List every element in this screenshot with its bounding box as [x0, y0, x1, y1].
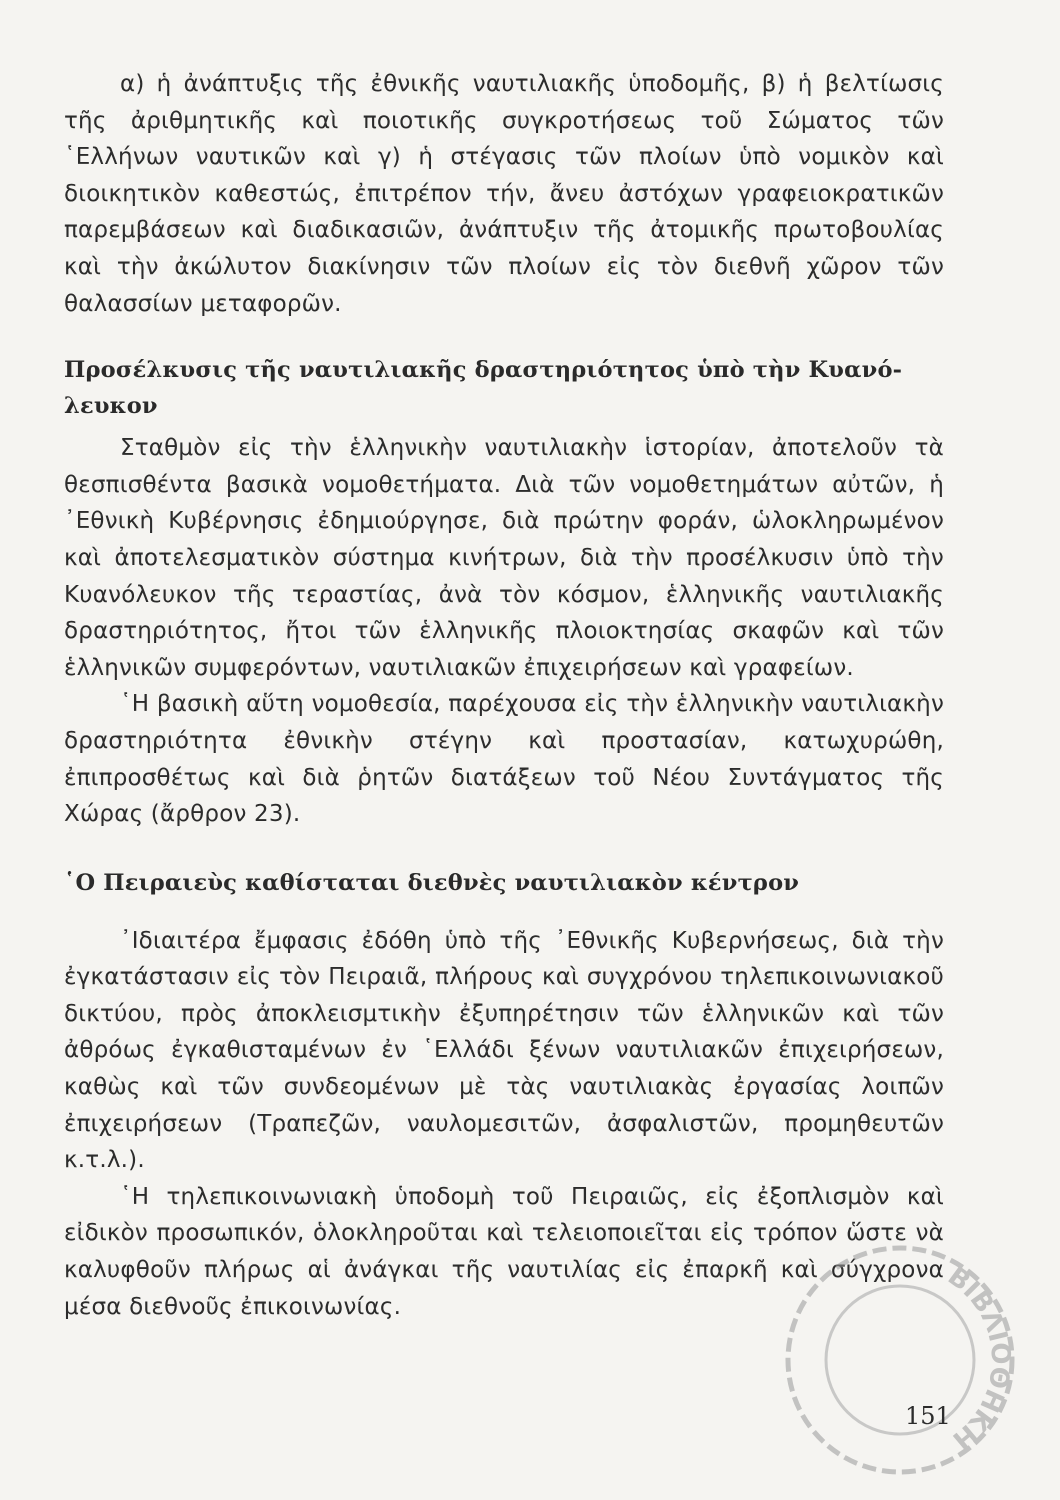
page-body	[64, 66, 944, 1325]
section-heading-piraeus: ῾Ο Πειραιεὺς καθίσταται διεθνὲς ναυτιλιακὸν κέντρον	[64, 869, 800, 896]
section1-paragraph-1: Σταθμὸν εἰς τὴν ἑλληνικὴν ναυτιλιακὴν ἱστορίαν, ἀποτελοῦν τὰ θεσπισθέντα βασικὰ νομοθετήματα. Διὰ τῶν νομοθετημάτων αὐτῶν, ἡ ᾿Εθνικὴ Κυβέρνησις ἐδημιούργησε, διὰ πρώτην φοράν, ὡλοκληρωμένον καὶ ἀποτελεσματικὸν σύστημα κινήτρων, διὰ τὴν προσέλκυσιν ὑπὸ τὴν Κυανόλευκον τῆς τεραστίας, ἀνὰ τὸν κόσμον, ἑλληνικῆς ναυτιλιακῆς δραστηριότητος, ἤτοι τῶν ἑλληνικῆς πλοιοκτησίας σκαφῶν καὶ τῶν ἑλληνικῶν συμφερόντων, ναυτιλιακῶν ἐπιχειρήσεων καὶ γραφείων.	[64, 435, 944, 681]
section2-paragraph-2: ῾Η τηλεπικοινωνιακὴ ὑποδομὴ τοῦ Πειραιῶς, εἰς ἐξοπλισμὸν καὶ εἰδικὸν προσωπικόν, ὁλοκληροῦται καὶ τελειοποιεῖται εἰς τρόπον ὥστε νὰ καλυφθοῦν πλήρως αἱ ἀνάγκαι τῆς ναυτιλίας εἰς ἐπαρκῆ καὶ σύγχρονα μέσα διεθνοῦς ἐπικοινωνίας.	[64, 1183, 944, 1320]
section2-paragraph-1: ᾿Ιδιαιτέρα ἔμφασις ἐδόθη ὑπὸ τῆς ᾿Εθνικῆς Κυβερνήσεως, διὰ τὴν ἐγκατάστασιν εἰς τὸν Πειραιᾶ, πλήρους καὶ συγχρόνου τηλεπικοινωνιακοῦ δικτύου, πρὸς ἀποκλεισμτικὴν ἐξυπηρέτησιν τῶν ἑλληνικῶν καὶ τῶν ἀθρόως ἐγκαθισταμένων ἐν ῾Ελλάδι ξένων ναυτιλιακῶν ἐπιχειρήσεων, καθὼς καὶ τῶν συνδεομένων μὲ τὰς ναυτιλιακὰς ἐργασίας λοιπῶν ἐπιχειρήσεων (Τραπεζῶν, ναυλομεσιτῶν, ἀσφαλιστῶν, προμηθευτῶν κ.τ.λ.).	[64, 927, 944, 1174]
page-number: 151	[905, 1402, 951, 1430]
section1-paragraph-2: ῾Η βασικὴ αὕτη νομοθεσία, παρέχουσα εἰς τὴν ἑλληνικὴν ναυτιλιακὴν δραστηριότητα ἐθνικὴν στέγην καὶ προστασίαν, κατωχυρώθη, ἐπιπροσθέτως καὶ διὰ ῥητῶν διατάξεων τοῦ Νέου Συντάγματος τῆς Χώρας (ἄρθρον 23).	[64, 691, 944, 828]
stamp-text: ΒΙΒΛΙΟΘΗΚΗ	[942, 1261, 1016, 1455]
section-heading-attraction: Προσέλκυσις τῆς ναυτιλιακῆς δραστηριότητος ὑπὸ τὴν Κυανόλευκον	[64, 357, 902, 420]
intro-paragraph: α) ἡ ἀνάπτυξις τῆς ἐθνικῆς ναυτιλιακῆς ὑποδομῆς, β) ἡ βελτίωσις τῆς ἀριθμητικῆς καὶ ποιοτικῆς συγκροτήσεως τοῦ Σώματος τῶν ῾Ελλήνων ναυτικῶν καὶ γ) ἡ στέγασις τῶν πλοίων ὑπὸ νομικὸν καὶ διοικητικὸν καθεστώς, ἐπιτρέπον τήν, ἄνευ ἀστόχων γραφειοκρατικῶν παρεμβάσεων καὶ διαδικασιῶν, ἀνάπτυξιν τῆς ἀτομικῆς πρωτοβουλίας καὶ τὴν ἀκώλυτον διακίνησιν τῶν πλοίων εἰς τὸν διεθνῆ χῶρον τῶν θαλασσίων μεταφορῶν.	[64, 71, 944, 317]
